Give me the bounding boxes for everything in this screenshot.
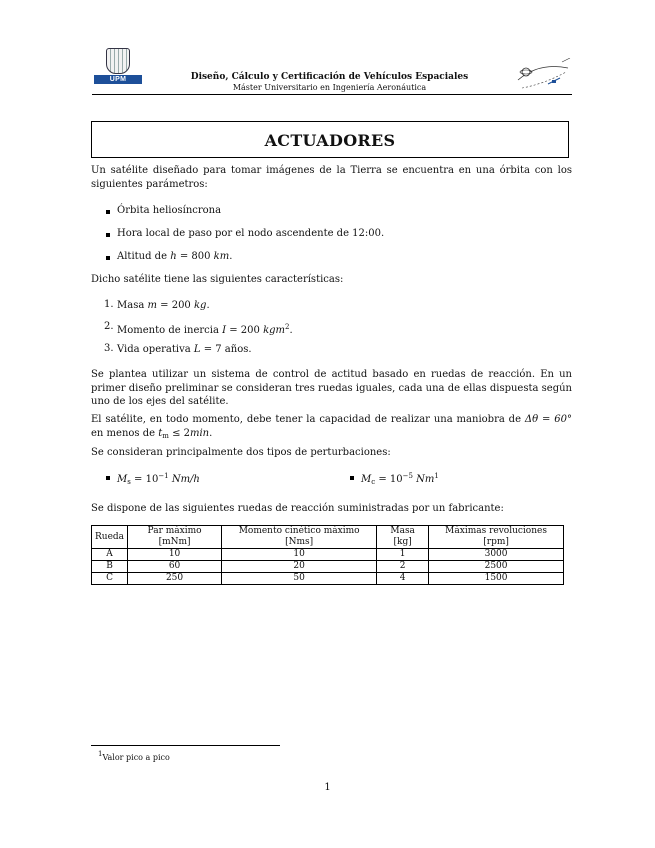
- list-item: Órbita heliosíncrona: [117, 205, 222, 216]
- list-number: 3.: [104, 343, 114, 354]
- table-cell: 2500: [429, 561, 564, 573]
- wheels-intro: Se dispone de las siguientes ruedas de reacción suministradas por un fabricante:: [91, 503, 504, 514]
- table-header: Masa [kg]: [377, 526, 429, 549]
- table-cell: 1: [377, 549, 429, 561]
- characteristics-intro: Dicho satélite tiene las siguientes características:: [91, 274, 344, 285]
- bullet-icon: [350, 476, 354, 480]
- doc-title: ACTUADORES: [91, 121, 569, 158]
- list-item: Altitud de h = 800 km.: [117, 251, 233, 262]
- footnote-rule: [91, 745, 280, 746]
- bullet-icon: [106, 476, 110, 480]
- table-cell: C: [92, 573, 128, 585]
- table-cell: 60: [128, 561, 222, 573]
- table-cell: 4: [377, 573, 429, 585]
- list-item: Hora local de paso por el nodo ascendente de 12:00.: [117, 228, 385, 239]
- bullet-icon: [106, 210, 110, 214]
- maneuver-paragraph: El satélite, en todo momento, debe tener la capacidad de realizar una maniobra de Δθ = 60° en menos de $t_m \le 2\min$.: [91, 414, 572, 440]
- table-cell: 10: [128, 549, 222, 561]
- table-cell: A: [92, 549, 128, 561]
- table-cell: 2: [377, 561, 429, 573]
- table-cell: 10: [222, 549, 377, 561]
- list-item: Masa m = 200 kg.: [117, 300, 210, 311]
- table-header: Par máximo [mNm]: [128, 526, 222, 549]
- list-item: Vida operativa L = 7 años.: [117, 344, 252, 355]
- header-rule: [92, 94, 572, 95]
- intro-paragraph: Un satélite diseñado para tomar imágenes de la Tierra se encuentra en una órbita con los siguientes parámetros:: [91, 165, 572, 190]
- table-cell: 20: [222, 561, 377, 573]
- table-cell: 3000: [429, 549, 564, 561]
- reaction-wheels-table: [91, 525, 564, 585]
- logo-band: UPM: [94, 75, 142, 84]
- bullet-icon: [106, 256, 110, 260]
- table-row: [92, 549, 564, 561]
- list-number: 2.: [104, 321, 114, 332]
- page-number: 1: [324, 782, 331, 793]
- header-title: Diseño, Cálculo y Certificación de Vehículos Espaciales: [190, 72, 469, 82]
- page-header: [92, 46, 572, 96]
- perturbation-item: $M_s = 10^{-1}$ Nm/h: [117, 472, 200, 486]
- perturbations-intro: Se consideran principalmente dos tipos de perturbaciones:: [91, 447, 391, 458]
- table-header: Rueda: [92, 526, 128, 549]
- header-subtitle: Máster Universitario en Ingeniería Aeronáutica: [232, 83, 427, 92]
- table-cell: B: [92, 561, 128, 573]
- university-logo: [92, 48, 144, 92]
- list-item: Momento de inercia I = 200 kgm$^2$.: [117, 323, 293, 336]
- satellite-orbit-icon: [514, 58, 572, 94]
- footnote: 1Valor pico a pico: [98, 750, 170, 762]
- list-number: 1.: [104, 299, 114, 310]
- crest-icon: [106, 48, 130, 74]
- bullet-icon: [106, 233, 110, 237]
- table-row: [92, 573, 564, 585]
- table-cell: 50: [222, 573, 377, 585]
- table-header-row: [92, 526, 564, 549]
- table-cell: 1500: [429, 573, 564, 585]
- perturbation-item: $M_c = 10^{-5}$ Nm$^1$: [361, 472, 439, 486]
- table-header: Máximas revoluciones [rpm]: [429, 526, 564, 549]
- control-paragraph: Se plantea utilizar un sistema de control de actitud basado en ruedas de reacción. En un primer diseño preliminar se consideran tres ruedas iguales, cada una de ellas dispuesta según uno de los ejes del satélite.: [91, 369, 572, 407]
- table-header: Momento cinético máximo [Nms]: [222, 526, 377, 549]
- table-cell: 250: [128, 573, 222, 585]
- table-row: [92, 561, 564, 573]
